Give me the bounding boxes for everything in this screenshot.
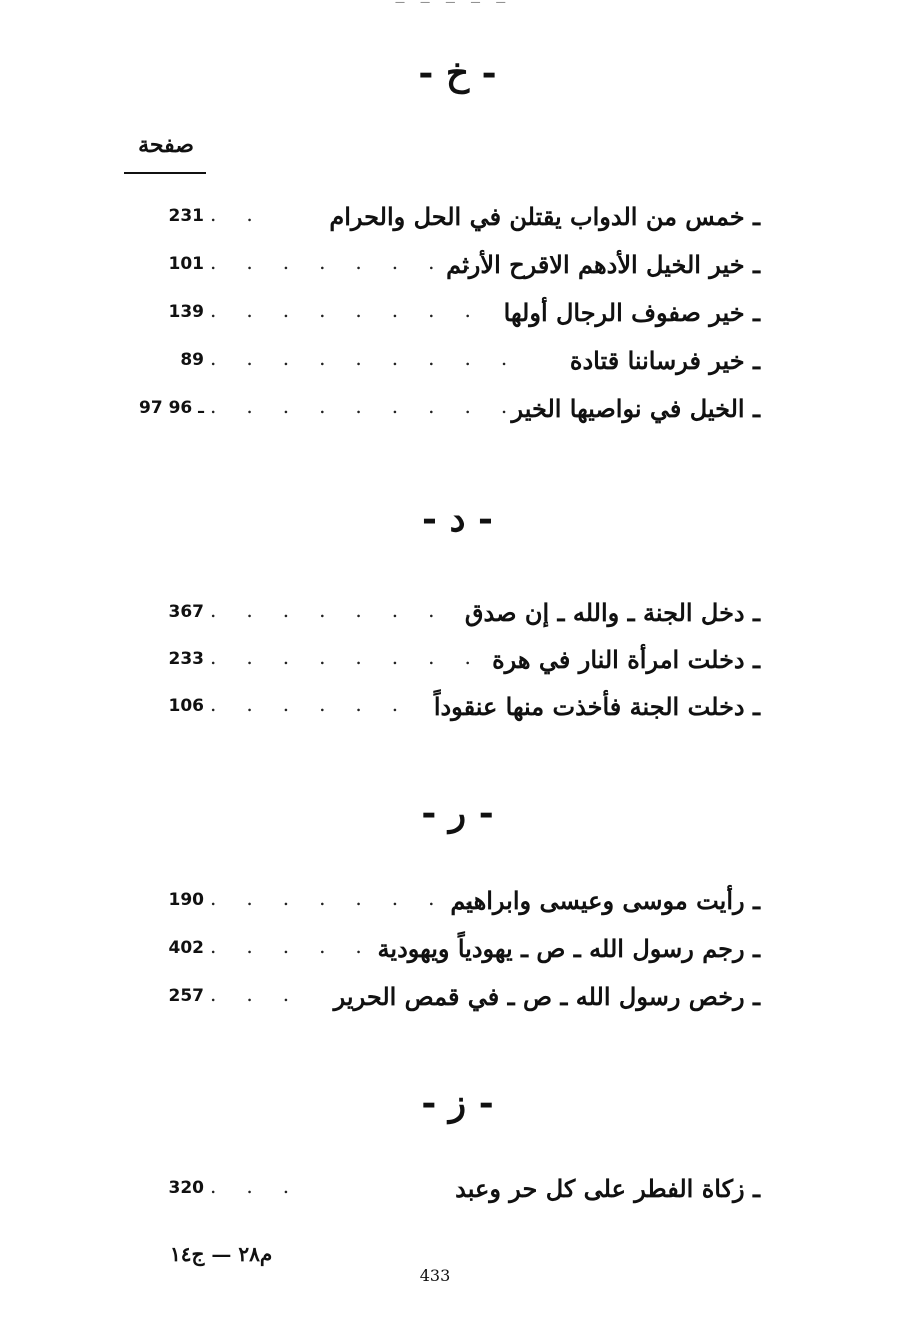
top-mark: — — — — —: [395, 0, 512, 8]
leader-dots: .....: [210, 934, 392, 958]
entry-page-number: 257: [168, 986, 204, 1006]
section-heading-zay: - ز -: [421, 1082, 494, 1124]
index-entry: [120, 346, 760, 380]
entry-page-number: 190: [168, 890, 204, 910]
entry-page-number: 320: [168, 1178, 204, 1198]
entry-page-number: 233: [168, 649, 204, 669]
index-entry: [120, 934, 760, 968]
leader-dots: ...: [210, 1174, 320, 1198]
entry-page-number: 97 ـ 96: [139, 398, 204, 418]
index-entry: [120, 298, 760, 332]
leader-dots: ......: [210, 692, 429, 716]
entry-page-number: 402: [168, 938, 204, 958]
section-heading-ra: - ر -: [421, 792, 494, 834]
index-entry: [120, 886, 760, 920]
leader-dots: ........: [210, 598, 501, 622]
entry-page-number: 231: [168, 206, 204, 226]
index-entry: [120, 394, 760, 428]
leader-dots: ...: [210, 982, 320, 1006]
leader-dots: ..: [210, 202, 283, 226]
entry-page-number: 101: [168, 254, 204, 274]
page-number: 433: [419, 1266, 451, 1285]
entry-page-number: 367: [168, 602, 204, 622]
leader-dots: .........: [210, 346, 538, 370]
entry-page-number: 139: [168, 302, 204, 322]
entry-text: ـ رأيت موسى وعيسى وابراهيم: [450, 886, 760, 915]
entry-text: ـ دخل الجنة ـ والله ـ إن صدق: [464, 598, 760, 627]
index-entry: [120, 645, 760, 679]
section-heading-kha: - خ -: [418, 52, 497, 94]
section-heading-dal: - د -: [422, 498, 493, 540]
index-entry: [120, 250, 760, 284]
entry-text: ـ دخلت امرأة النار في هرة: [492, 645, 760, 674]
signature-mark: م٢٨ — ج١٤: [170, 1242, 273, 1266]
index-entry: [120, 1174, 760, 1208]
page-column-rule: [124, 172, 206, 174]
leader-dots: ........: [210, 298, 501, 322]
entry-text: ـ خير صفوف الرجال أولها: [503, 298, 760, 327]
entry-page-number: 89: [180, 350, 204, 370]
leader-dots: ........: [210, 645, 501, 669]
entry-text: ـ زكاة الفطر على كل حر وعبد: [455, 1174, 760, 1203]
entry-text: ـ رخص رسول الله ـ ص ـ في قمص الحرير: [333, 982, 760, 1011]
entry-text: ـ خمس من الدواب يقتلن في الحل والحرام: [329, 202, 760, 231]
entry-text: ـ رجم رسول الله ـ ص ـ يهودياً ويهودية: [377, 934, 760, 963]
entry-text: ـ خير الخيل الأدهم الاقرح الأرثم: [446, 250, 760, 279]
leader-dots: ........: [210, 886, 501, 910]
leader-dots: ........: [210, 250, 501, 274]
leader-dots: .........: [210, 394, 538, 418]
entry-text: ـ دخلت الجنة فأخذت منها عنقوداً: [433, 692, 760, 721]
entry-text: ـ خير فرساننا قتادة: [569, 346, 760, 375]
page-column-label: صفحة: [138, 132, 194, 158]
entry-text: ـ الخيل في نواصيها الخير: [511, 394, 760, 423]
index-entry: [120, 982, 760, 1016]
index-entry: [120, 692, 760, 726]
entry-page-number: 106: [168, 696, 204, 716]
index-entry: [120, 598, 760, 632]
index-entry: [120, 202, 760, 236]
